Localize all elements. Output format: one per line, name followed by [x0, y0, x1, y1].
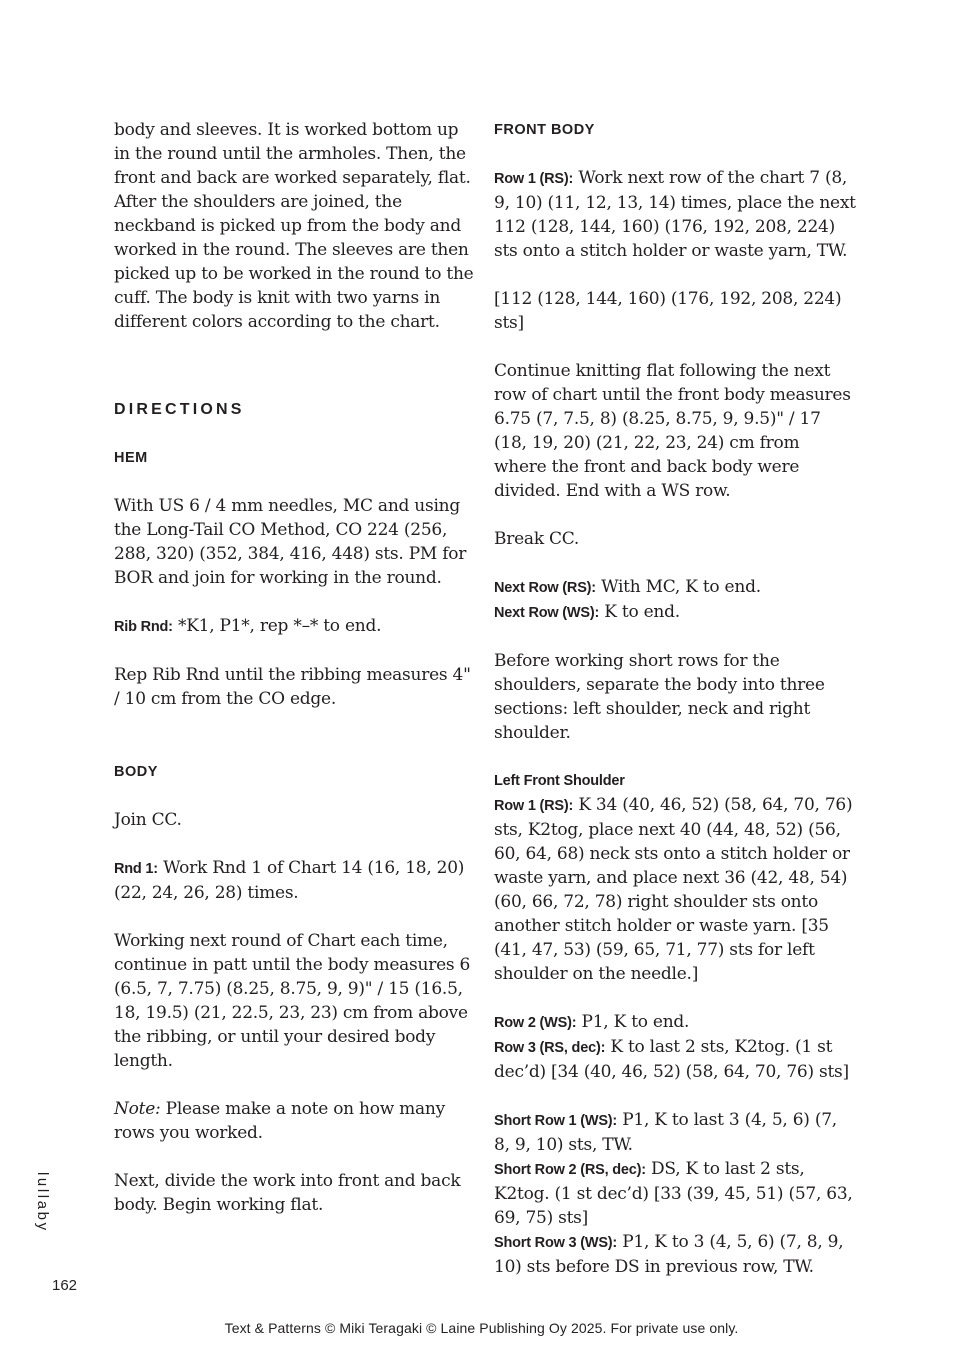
next-row-rs-text: With MC, K to end.	[595, 577, 761, 597]
rnd1-paragraph	[114, 856, 474, 905]
note-text: Please make a note on how many rows you worked.	[114, 1099, 445, 1143]
row2-label: Row 2 (WS):	[494, 1015, 577, 1031]
footer-copyright: Text & Patterns © Miki Teragaki © Laine Publishing Oy 2025. For private use only.	[224, 1320, 739, 1336]
hem-paragraph: With US 6 / 4 mm needles, MC and using the Long-Tail CO Method, CO 224 (256, 288, 320) (352, 384, 416, 448) sts. PM for BOR and join for working in the round.	[114, 496, 467, 588]
rib-rnd-text: *K1, P1*, rep *–* to end.	[172, 616, 382, 636]
next-row-rs-paragraph	[494, 575, 856, 600]
body-heading: BODY	[114, 764, 158, 780]
note-label: Note:	[114, 1099, 161, 1119]
lfs-row1-paragraph	[494, 793, 856, 986]
short-row3-paragraph	[494, 1230, 856, 1279]
next-row-ws-label: Next Row (WS):	[494, 605, 600, 621]
before-paragraph: Before working short rows for the shoulders, separate the body into three sections: left shoulder, neck and right shoulder.	[494, 651, 825, 743]
short-row2-label: Short Row 2 (RS, dec):	[494, 1162, 646, 1178]
row2-paragraph	[494, 1010, 856, 1035]
short-row1-text: P1, K to last 3 (4, 5, 6) (7, 8, 9, 10) sts, TW.	[494, 1110, 837, 1155]
side-label-text: lullaby	[34, 1172, 51, 1233]
short-row3-text: P1, K to 3 (4, 5, 6) (7, 8, 9, 10) sts before DS in previous row, TW.	[494, 1232, 844, 1277]
continue-paragraph: Continue knitting flat following the next row of chart until the front body measures 6.75 (7, 7.5, 8) (8.25, 8.75, 9, 9.5)" / 17 (18, 19, 20) (21, 22, 23, 24) cm from where the front and back body were divided. End with a WS row.	[494, 361, 851, 501]
rnd1-label: Rnd 1:	[114, 861, 158, 877]
row2-text: P1, K to end.	[576, 1012, 690, 1032]
break-cc-paragraph: Break CC.	[494, 529, 580, 549]
left-column	[114, 118, 474, 1217]
short-row1-paragraph	[494, 1108, 856, 1157]
rib-rnd-label: Rib Rnd:	[114, 619, 173, 635]
working-paragraph: Working next round of Chart each time, continue in patt until the body measures 6 (6.5, 7, 7.75) (8.25, 8.75, 9, 9)" / 15 (16.5, 18, 19.5) (21, 22.5, 23, 23) cm from above the ribbing, or until your desired body length.	[114, 931, 471, 1071]
front-body-heading: FRONT BODY	[494, 122, 595, 138]
next-row-rs-label: Next Row (RS):	[494, 580, 596, 596]
rep-rib-paragraph: Rep Rib Rnd until the ribbing measures 4" / 10 cm from the CO edge.	[114, 665, 471, 709]
row3-label: Row 3 (RS, dec):	[494, 1040, 606, 1056]
intro-paragraph: body and sleeves. It is worked bottom up in the round until the armholes. Then, the front and back are worked separately, flat. After the shoulders are joined, the neckband is picked up from the body and worked in the round. The sleeves are then picked up to be worked in the round to the cuff. The body is knit with two yarns in different colors according to the chart.	[114, 120, 474, 332]
divide-paragraph: Next, divide the work into front and back body. Begin working flat.	[114, 1171, 461, 1215]
hem-heading: HEM	[114, 450, 148, 466]
stitch-count-paragraph: [112 (128, 144, 160) (176, 192, 208, 224) sts]	[494, 289, 842, 333]
lfs-row1-label: Row 1 (RS):	[494, 798, 574, 814]
next-row-ws-text: K to end.	[599, 602, 680, 622]
lfs-row1-text: K 34 (40, 46, 52) (58, 64, 70, 76) sts, K2tog, place next 40 (44, 48, 52) (56, 60, 64, 68) neck sts onto a stitch holder or waste yarn, and place next 36 (42, 48, 54) (60, 66, 72, 78) right shoulder sts onto another stitch holder or waste yarn. [35 (41, 47, 53) (59, 65, 71, 77) sts for left shoulder on the needle.]	[494, 795, 853, 984]
front-row1-label: Row 1 (RS):	[494, 171, 574, 187]
join-cc-paragraph: Join CC.	[114, 810, 182, 830]
directions-heading: DIRECTIONS	[114, 401, 245, 418]
rnd1-text: Work Rnd 1 of Chart 14 (16, 18, 20) (22, 24, 26, 28) times.	[114, 858, 465, 903]
note-paragraph	[114, 1097, 474, 1145]
next-row-ws-paragraph	[494, 600, 856, 625]
front-row1-paragraph	[494, 166, 856, 263]
left-front-shoulder-heading: Left Front Shoulder	[494, 773, 625, 789]
side-label	[34, 1168, 71, 1238]
rib-rnd-paragraph	[114, 614, 474, 639]
short-row1-label: Short Row 1 (WS):	[494, 1113, 618, 1129]
short-row2-text: DS, K to last 2 sts, K2tog. (1 st dec’d) [33 (39, 45, 51) (57, 63, 69, 75) sts]	[494, 1159, 853, 1228]
row3-paragraph	[494, 1035, 856, 1084]
row3-text: K to last 2 sts, K2tog. (1 st dec’d) [34 (40, 46, 52) (58, 64, 70, 76) sts]	[494, 1037, 849, 1082]
short-row3-label: Short Row 3 (WS):	[494, 1235, 618, 1251]
short-row2-paragraph	[494, 1157, 856, 1230]
front-row1-text: Work next row of the chart 7 (8, 9, 10) (11, 12, 13, 14) times, place the next 112 (128, 144, 160) (176, 192, 208, 224) sts onto a stitch holder or waste yarn, TW.	[494, 168, 856, 261]
right-column	[494, 118, 856, 1279]
page-number: 162	[52, 1277, 78, 1294]
